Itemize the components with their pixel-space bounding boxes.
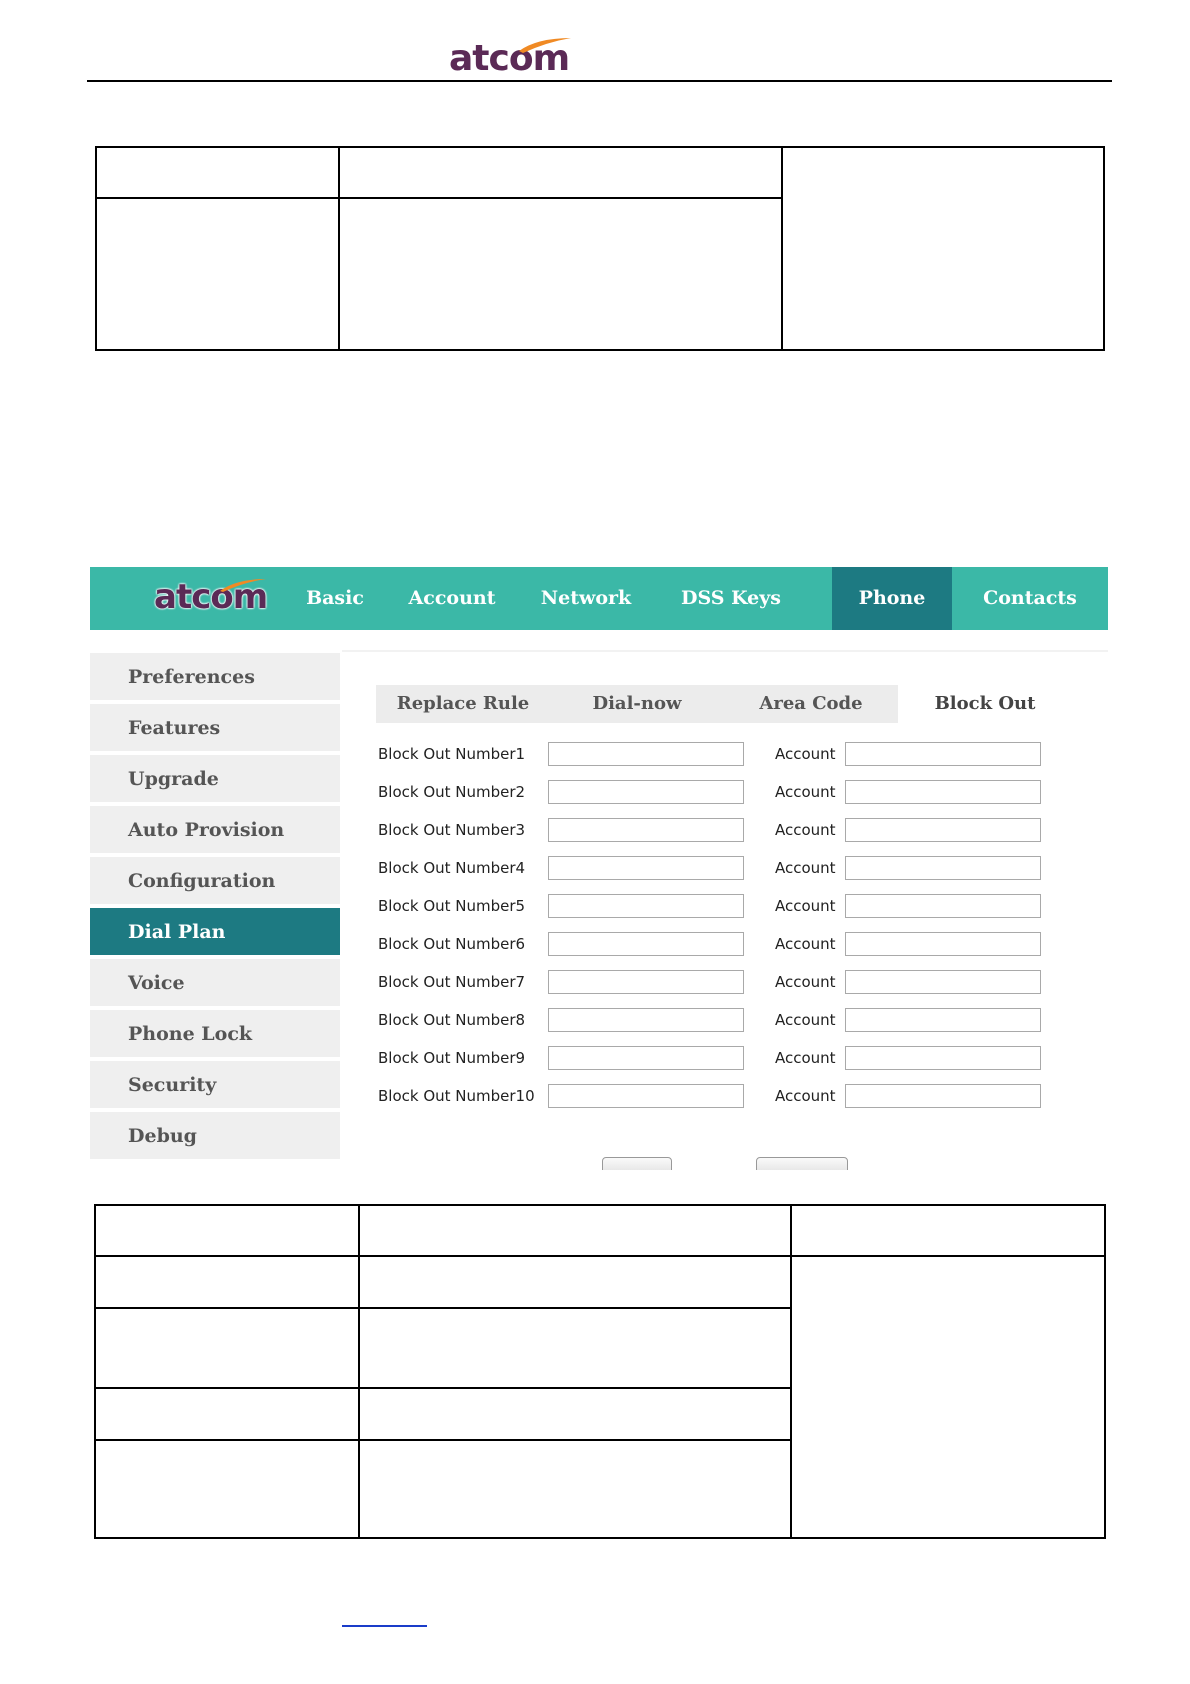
nav-logo: atcom xyxy=(154,577,268,617)
sidebar-item-preferences[interactable]: Preferences xyxy=(90,653,340,702)
account-input[interactable] xyxy=(845,1084,1041,1108)
block-out-number-label: Block Out Number2 xyxy=(378,783,526,801)
block-out-number-input[interactable] xyxy=(548,742,744,766)
account-label: Account xyxy=(775,935,836,953)
sidebar-item-security[interactable]: Security xyxy=(90,1061,340,1110)
sidebar-item-features[interactable]: Features xyxy=(90,704,340,753)
block-out-number-input[interactable] xyxy=(548,780,744,804)
dial-plan-screenshot xyxy=(90,567,1108,1170)
account-label: Account xyxy=(775,973,836,991)
block-out-number-label: Block Out Number1 xyxy=(378,745,526,763)
top-table-divider xyxy=(338,146,340,351)
account-label: Account xyxy=(775,1011,836,1029)
top-nav-bar xyxy=(90,567,1108,630)
nav-tab-dss-keys[interactable]: DSS Keys xyxy=(680,587,782,609)
account-label: Account xyxy=(775,821,836,839)
block-out-number-label: Block Out Number3 xyxy=(378,821,526,839)
top-table-divider xyxy=(781,146,783,351)
block-out-number-label: Block Out Number4 xyxy=(378,859,526,877)
cancel-button[interactable] xyxy=(756,1157,848,1170)
block-out-number-input[interactable] xyxy=(548,818,744,842)
nav-tab-contacts[interactable]: Contacts xyxy=(983,587,1077,609)
subtab-replace-rule[interactable]: Replace Rule xyxy=(396,693,530,714)
sidebar-item-phone-lock[interactable]: Phone Lock xyxy=(90,1010,340,1059)
account-input[interactable] xyxy=(845,818,1041,842)
block-out-number-input[interactable] xyxy=(548,1084,744,1108)
block-out-number-input[interactable] xyxy=(548,894,744,918)
block-out-number-label: Block Out Number8 xyxy=(378,1011,526,1029)
block-out-number-label: Block Out Number10 xyxy=(378,1087,535,1105)
account-label: Account xyxy=(775,745,836,763)
account-label: Account xyxy=(775,783,836,801)
header-rule xyxy=(87,80,1112,82)
subtab-dial-now[interactable]: Dial-now xyxy=(592,693,682,714)
block-out-number-label: Block Out Number5 xyxy=(378,897,526,915)
block-out-number-input[interactable] xyxy=(548,856,744,880)
block-out-number-input[interactable] xyxy=(548,1046,744,1070)
account-input[interactable] xyxy=(845,742,1041,766)
account-label: Account xyxy=(775,1049,836,1067)
nav-tab-basic[interactable]: Basic xyxy=(306,587,364,609)
bottom-table-divider xyxy=(94,1307,792,1309)
account-label: Account xyxy=(775,897,836,915)
sidebar-item-voice[interactable]: Voice xyxy=(90,959,340,1008)
top-table xyxy=(95,146,1105,351)
sidebar-item-dial-plan[interactable]: Dial Plan xyxy=(90,908,340,957)
nav-tab-network[interactable]: Network xyxy=(540,587,632,609)
account-input[interactable] xyxy=(845,1046,1041,1070)
nav-tab-phone[interactable]: Phone xyxy=(832,567,952,630)
logo-swoosh-icon xyxy=(218,577,268,593)
footer-link[interactable] xyxy=(342,1625,427,1627)
bottom-table-divider xyxy=(94,1387,792,1389)
account-input[interactable] xyxy=(845,894,1041,918)
header-logo: atcom xyxy=(449,38,570,79)
account-input[interactable] xyxy=(845,932,1041,956)
block-out-number-label: Block Out Number9 xyxy=(378,1049,526,1067)
account-input[interactable] xyxy=(845,1008,1041,1032)
sidebar-item-auto-provision[interactable]: Auto Provision xyxy=(90,806,340,855)
sidebar-item-debug[interactable]: Debug xyxy=(90,1112,340,1161)
sidebar-item-upgrade[interactable]: Upgrade xyxy=(90,755,340,804)
subtab-block-out[interactable]: Block Out xyxy=(898,685,1072,723)
sidebar-item-configuration[interactable]: Configuration xyxy=(90,857,340,906)
subtab-area-code[interactable]: Area Code xyxy=(759,693,863,714)
block-out-number-input[interactable] xyxy=(548,970,744,994)
account-input[interactable] xyxy=(845,780,1041,804)
nav-tab-account[interactable]: Account xyxy=(408,587,496,609)
account-label: Account xyxy=(775,1087,836,1105)
account-label: Account xyxy=(775,859,836,877)
block-out-number-input[interactable] xyxy=(548,1008,744,1032)
dial-plan-subtabs xyxy=(376,685,1072,723)
block-out-number-label: Block Out Number7 xyxy=(378,973,526,991)
account-input[interactable] xyxy=(845,970,1041,994)
bottom-table-divider xyxy=(94,1255,1106,1257)
bottom-table-divider xyxy=(94,1439,792,1441)
confirm-button[interactable] xyxy=(602,1157,672,1170)
content-divider xyxy=(342,650,1108,652)
account-input[interactable] xyxy=(845,856,1041,880)
block-out-number-input[interactable] xyxy=(548,932,744,956)
logo-swoosh-icon xyxy=(517,36,573,54)
top-table-divider xyxy=(95,197,783,199)
block-out-number-label: Block Out Number6 xyxy=(378,935,526,953)
